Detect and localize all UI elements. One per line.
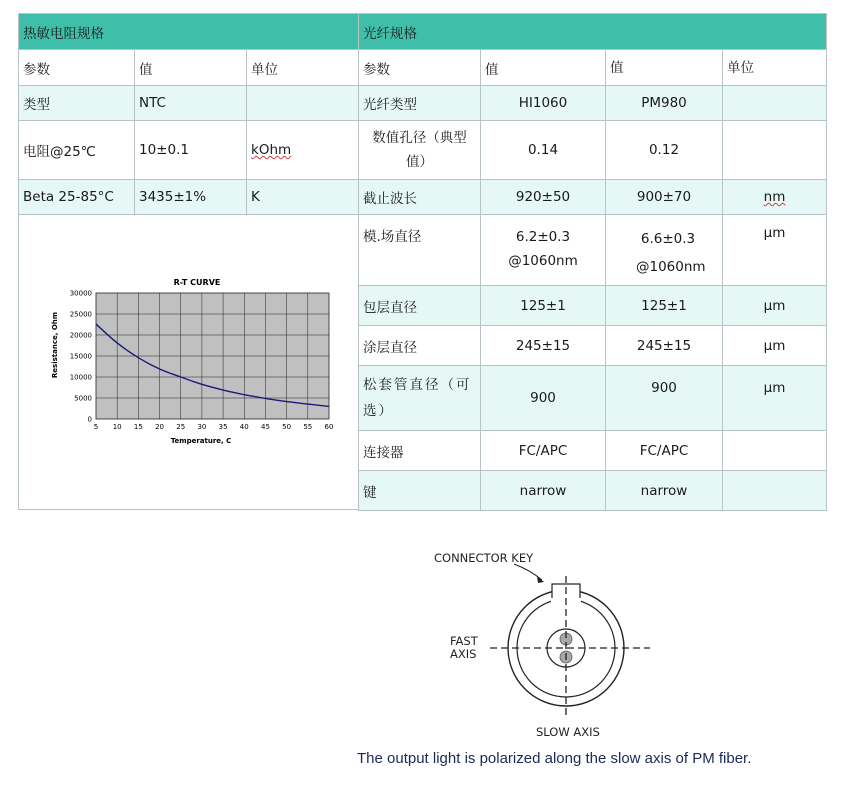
fiber-header-value-1: 值 bbox=[481, 50, 606, 86]
chart-x-tick-label: 40 bbox=[239, 423, 249, 431]
row-type-param: 类型 bbox=[19, 86, 135, 121]
chart-xlabel: Temperature, C bbox=[170, 437, 232, 445]
fiber-row-na-param: 数值孔径（典型值） bbox=[359, 121, 481, 180]
fiber-row-coating-param: 涂层直径 bbox=[359, 326, 481, 366]
fiber-row-mfd-v1: 6.2±0.3 @1060nm bbox=[481, 215, 606, 286]
fiber-row-mfd-unit: μm bbox=[723, 215, 827, 286]
fiber-row-connector-v2: FC/APC bbox=[606, 431, 723, 471]
fiber-row-cladding-param: 包层直径 bbox=[359, 286, 481, 326]
chart-x-tick-label: 20 bbox=[155, 423, 165, 431]
chart-x-tick-label: 10 bbox=[112, 423, 122, 431]
chart-x-tick-label: 50 bbox=[282, 423, 292, 431]
chart-y-tick-label: 20000 bbox=[69, 331, 92, 340]
fiber-row-key-unit bbox=[723, 471, 827, 511]
row-beta-param: Beta 25-85°C bbox=[19, 180, 135, 215]
pm-fiber-diagram bbox=[430, 546, 690, 736]
connector-key-arrowhead bbox=[537, 576, 544, 583]
fiber-row-key-param: 键 bbox=[359, 471, 481, 511]
header-value: 值 bbox=[135, 50, 247, 86]
chart-x-tick-label: 55 bbox=[303, 423, 313, 431]
fiber-row-type-unit bbox=[723, 86, 827, 121]
chart-y-tick-label: 5000 bbox=[74, 394, 92, 403]
chart-x-tick-label: 45 bbox=[260, 423, 270, 431]
fiber-header-unit: 单位 bbox=[723, 50, 827, 86]
fiber-row-cutoff-v1: 920±50 bbox=[481, 180, 606, 215]
fiber-row-cladding-unit: μm bbox=[723, 286, 827, 326]
fiber-row-cladding-v1: 125±1 bbox=[481, 286, 606, 326]
fiber-row-key-v1: narrow bbox=[481, 471, 606, 511]
fiber-header-param: 参数 bbox=[359, 50, 481, 86]
fiber-row-cladding-v2: 125±1 bbox=[606, 286, 723, 326]
chart-x-tick-label: 15 bbox=[133, 423, 143, 431]
row-resistance-param: 电阻@25℃ bbox=[19, 121, 135, 180]
fiber-row-na-v1: 0.14 bbox=[481, 121, 606, 180]
fiber-row-coating-v1: 245±15 bbox=[481, 326, 606, 366]
fiber-row-jacket-unit: μm bbox=[723, 366, 827, 431]
row-beta-value: 3435±1% bbox=[135, 180, 247, 215]
fiber-row-cutoff-param: 截止波长 bbox=[359, 180, 481, 215]
fiber-row-mfd-param: 模.场直径 bbox=[359, 215, 481, 286]
fiber-row-coating-unit: μm bbox=[723, 326, 827, 366]
fiber-row-jacket-v1: 900 bbox=[481, 366, 606, 431]
fiber-row-jacket-param: 松套管直径（可选） bbox=[359, 366, 481, 431]
row-beta-unit: K bbox=[247, 180, 360, 215]
fiber-row-cutoff-v2: 900±70 bbox=[606, 180, 723, 215]
chart-x-tick-label: 25 bbox=[176, 423, 186, 431]
fiber-row-connector-param: 连接器 bbox=[359, 431, 481, 471]
thermistor-spec-table bbox=[18, 13, 360, 510]
fiber-row-coating-v2: 245±15 bbox=[606, 326, 723, 366]
chart-x-tick-label: 60 bbox=[324, 423, 334, 431]
fiber-row-connector-unit bbox=[723, 431, 827, 471]
chart-y-tick-label: 10000 bbox=[69, 373, 92, 382]
fiber-row-type-v2: PM980 bbox=[606, 86, 723, 121]
fiber-row-key-v2: narrow bbox=[606, 471, 723, 511]
fiber-row-jacket-v2: 900 bbox=[606, 366, 723, 431]
chart-x-tick-label: 35 bbox=[218, 423, 228, 431]
rt-curve-cell bbox=[19, 215, 360, 510]
row-type-unit bbox=[247, 86, 360, 121]
fiber-spec-table bbox=[358, 13, 827, 511]
fiber-row-cutoff-unit: nm bbox=[723, 180, 827, 215]
header-unit: 单位 bbox=[247, 50, 360, 86]
fiber-row-connector-v1: FC/APC bbox=[481, 431, 606, 471]
chart-y-tick-label: 15000 bbox=[69, 352, 92, 361]
header-param: 参数 bbox=[19, 50, 135, 86]
chart-y-tick-label: 30000 bbox=[69, 289, 92, 298]
slow-axis-label: SLOW AXIS bbox=[536, 725, 600, 736]
fiber-header-value-2: 值 bbox=[606, 50, 723, 86]
thermistor-table-title: 热敏电阻规格 bbox=[19, 14, 360, 50]
rt-curve-chart bbox=[23, 215, 353, 505]
fiber-row-type-v1: HI1060 bbox=[481, 86, 606, 121]
fiber-row-na-v2: 0.12 bbox=[606, 121, 723, 180]
fiber-row-type-param: 光纤类型 bbox=[359, 86, 481, 121]
chart-x-tick-label: 30 bbox=[197, 423, 207, 431]
fast-axis-label-2: AXIS bbox=[450, 647, 477, 661]
fiber-table-title: 光纤规格 bbox=[359, 14, 827, 50]
fiber-row-na-unit bbox=[723, 121, 827, 180]
row-type-value: NTC bbox=[135, 86, 247, 121]
polarization-note: The output light is polarized along the slow axis of PM fiber. bbox=[357, 750, 752, 767]
chart-y-tick-label: 0 bbox=[87, 415, 92, 424]
chart-y-tick-label: 25000 bbox=[69, 310, 92, 319]
fast-axis-label-1: FAST bbox=[450, 634, 478, 648]
fiber-row-mfd-v2: 6.6±0.3 @1060nm bbox=[606, 215, 723, 286]
row-resistance-unit: kOhm bbox=[247, 121, 360, 180]
connector-key-label: CONNECTOR KEY bbox=[434, 551, 534, 565]
chart-title: R-T CURVE bbox=[173, 278, 221, 287]
chart-ylabel: Resistance, Ohm bbox=[51, 311, 59, 379]
row-resistance-value: 10±0.1 bbox=[135, 121, 247, 180]
chart-x-tick-label: 5 bbox=[93, 423, 99, 431]
